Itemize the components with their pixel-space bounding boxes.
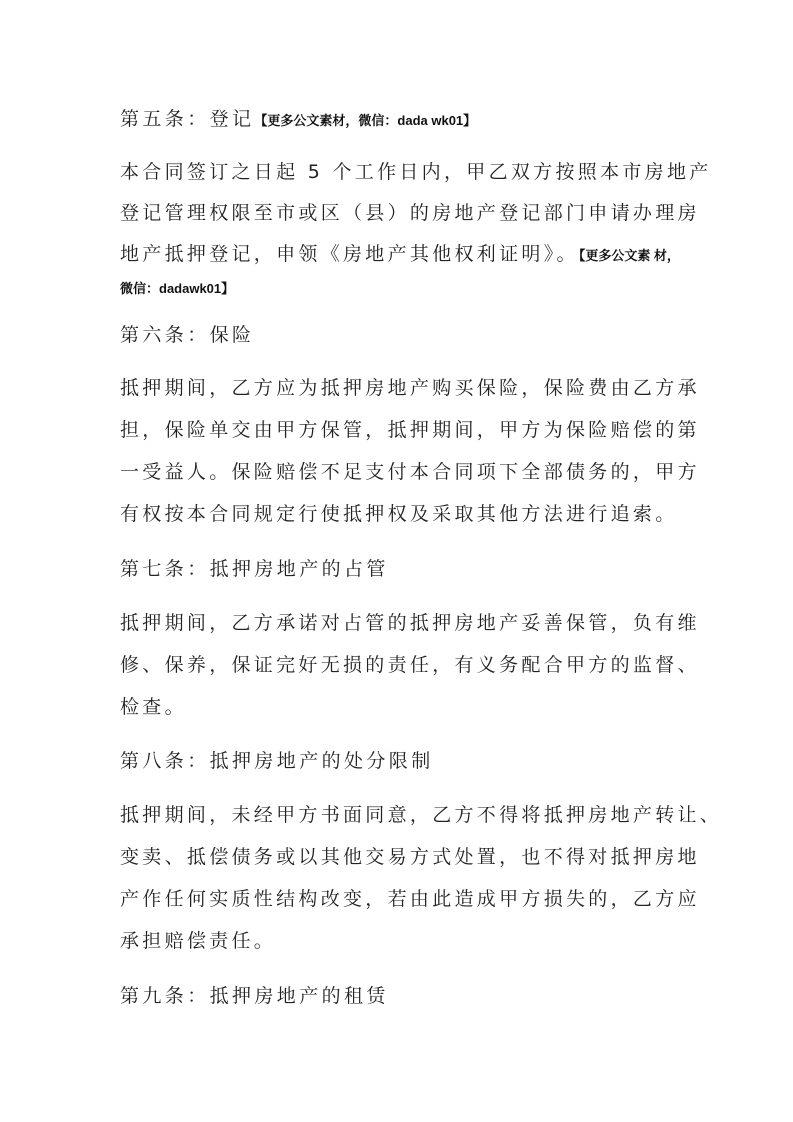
- section-heading-6: 第六条：保险: [120, 324, 255, 346]
- paragraph-line: 承担赔偿责任。: [120, 930, 277, 952]
- paragraph-line: 修、保养，保证完好无损的责任，有义务配合甲方的监督、: [120, 654, 700, 676]
- section-heading-7: 第七条：抵押房地产的占管: [120, 558, 389, 580]
- section-title: 第五条：登记: [120, 108, 255, 130]
- paragraph-text: 地产抵押登记，申领《房地产其他权利证明》。: [120, 243, 579, 265]
- paragraph-line: 检查。: [120, 696, 187, 718]
- paragraph-line: 变卖、抵偿债务或以其他交易方式处置，也不得对抵押房地: [120, 846, 700, 868]
- paragraph-line: 一受益人。保险赔偿不足支付本合同项下全部债务的，甲方: [120, 461, 700, 483]
- paragraph-line: 有权按本合同规定行使抵押权及采取其他方法进行追索。: [120, 503, 678, 525]
- paragraph-line: 担，保险单交由甲方保管，抵押期间，甲方为保险赔偿的第: [120, 419, 700, 441]
- paragraph-line: 登记管理权限至市或区（县）的房地产登记部门申请办理房: [120, 202, 700, 224]
- section-heading-5: [120, 107, 476, 133]
- promo-note: 【更多公文素 材，: [578, 248, 680, 263]
- paragraph-line: 抵押期间，乙方应为抵押房地产购买保险，保险费由乙方承: [120, 377, 700, 399]
- paragraph-line: 本合同签订之日起 5 个工作日内，甲乙双方按照本市房地产: [120, 161, 712, 183]
- paragraph-line: 产作任何实质性结构改变，若由此造成甲方损失的，乙方应: [120, 888, 700, 910]
- paragraph-line: [120, 242, 680, 268]
- promo-note: 【更多公文素材，微信：dada wk01】: [254, 113, 477, 128]
- section-heading-8: 第八条：抵押房地产的处分限制: [120, 750, 434, 772]
- paragraph-line: 抵押期间，乙方承诺对占管的抵押房地产妥善保管，负有维: [120, 612, 700, 634]
- promo-note-line: 微信：dadawk01】: [120, 281, 235, 296]
- paragraph-line: 抵押期间，未经甲方书面同意，乙方不得将抵押房地产转让、: [120, 804, 723, 826]
- section-heading-9: 第九条：抵押房地产的租赁: [120, 985, 389, 1007]
